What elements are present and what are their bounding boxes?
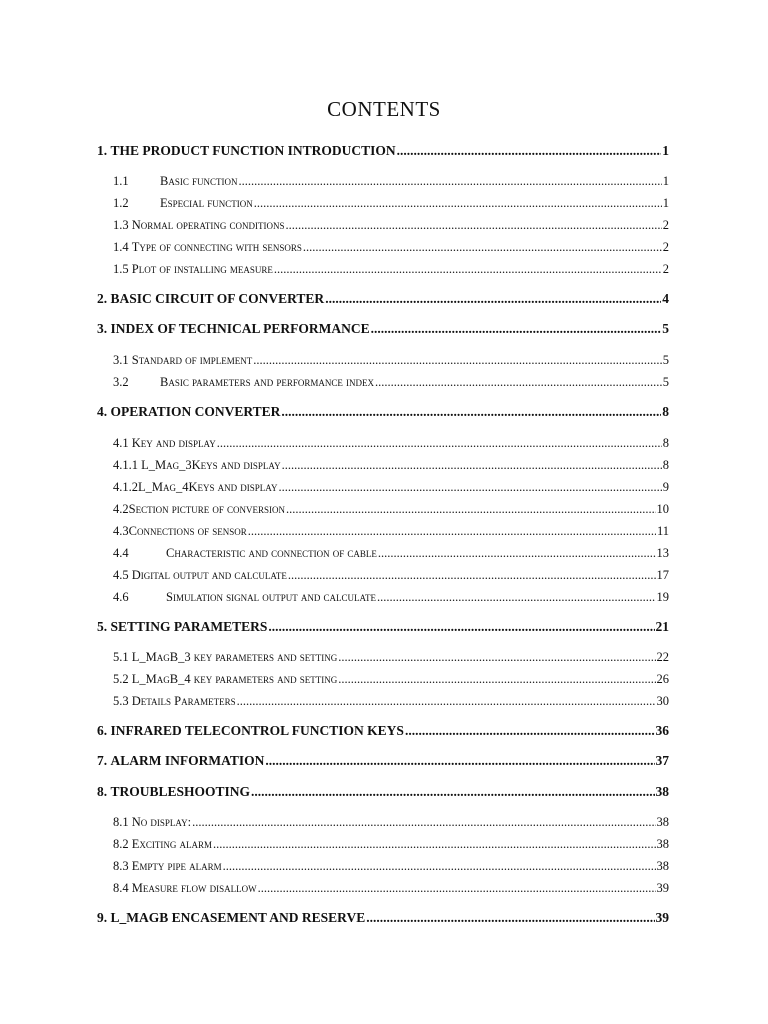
toc-entry-page: 38 [656,815,669,829]
toc-entry-page: 30 [656,694,669,708]
toc-entry-page: 38 [656,859,669,873]
toc-entry-page: 5 [662,321,669,336]
toc-entry-4-5[interactable] [113,566,669,584]
toc-entry-label: Exciting alarm [131,837,213,851]
toc-entry-page: 2 [662,262,669,276]
toc-entry-5-2[interactable] [113,670,669,688]
toc-entry-number: 4.2 [113,502,129,516]
toc-leader-dots [278,478,661,496]
toc-entry-label: No display: [131,815,192,829]
toc-entry-label: Characteristic and connection of cable [166,546,377,560]
toc-entry-number: 4. [97,404,108,419]
toc-entry-label: Basic function [160,174,238,188]
toc-entry-label: Details Parameters [131,694,236,708]
toc-entry-number: 5.1 [113,650,129,664]
toc-entry-number: 8. [97,784,108,799]
toc-entry-page: 38 [655,784,669,799]
toc-entry-page: 13 [656,546,669,560]
toc-entry-number: 2. [97,291,108,306]
toc-leader-dots [258,879,656,897]
toc-leader-dots [338,648,655,666]
toc-entry-number: 8.4 [113,881,129,895]
toc-entry-label: Measure flow disallow [131,881,257,895]
toc-entry-number: 4.6 [113,590,129,604]
toc-leader-dots [375,373,662,391]
toc-entry-5-3[interactable] [113,692,669,710]
toc-entry-number: 4.4 [113,546,129,560]
toc-entry-page: 36 [655,723,669,738]
toc-entry-page: 2 [662,218,669,232]
toc-entry-number: 1.5 [113,262,129,276]
toc-leader-dots [405,722,655,740]
toc-entry-4-1[interactable] [113,434,669,452]
toc-entry-label: L_MAGB ENCASEMENT AND RESERVE [110,910,366,925]
toc-entry-4-1-2[interactable] [113,478,669,496]
toc-entry-page: 5 [662,375,669,389]
toc-leader-dots [366,909,654,927]
toc-entry-label: Digital output and calculate [131,568,287,582]
toc-entry-4-6[interactable] [113,588,669,606]
toc-leader-dots [325,290,661,308]
toc-leader-dots [254,194,662,212]
toc-entry-page: 1 [662,143,669,158]
toc-leader-dots [213,835,655,853]
toc-entry-5[interactable] [97,618,669,636]
toc-entry-number: 3. [97,321,108,336]
toc-leader-dots [371,320,662,338]
toc-entry-7[interactable] [97,752,669,770]
toc-leader-dots [251,783,654,801]
toc-entry-label: Section picture of conversion [128,502,285,516]
toc-leader-dots [288,566,656,584]
toc-leader-dots [286,216,662,234]
toc-entry-label: INDEX OF TECHNICAL PERFORMANCE [110,321,370,336]
toc-entry-page: 26 [656,672,669,686]
toc-entry-1-5[interactable] [113,260,669,278]
toc-entry-3[interactable] [97,320,669,338]
toc-entry-label: Especial function [160,196,253,210]
toc-entry-4-3[interactable] [113,522,669,540]
toc-entry-label: Connections of sensor [128,524,247,538]
toc-entry-8[interactable] [97,783,669,801]
toc-entry-9[interactable] [97,909,669,927]
toc-leader-dots [338,670,655,688]
toc-entry-label: Plot of installing measure [131,262,273,276]
toc-entry-4-1-1[interactable] [113,456,669,474]
toc-entry-page: 22 [656,650,669,664]
toc-entry-label: L_MagB_3 key parameters and setting [131,650,338,664]
toc-leader-dots [192,813,655,831]
toc-entry-label: ALARM INFORMATION [110,753,265,768]
toc-entry-page: 2 [662,240,669,254]
toc-entry-3-1[interactable] [113,351,669,369]
toc-leader-dots [282,456,662,474]
toc-entry-8-2[interactable] [113,835,669,853]
toc-entry-page: 8 [662,436,669,450]
toc-leader-dots [265,752,654,770]
toc-entry-page: 17 [656,568,669,582]
toc-entry-4-4[interactable] [113,544,669,562]
toc-entry-label: OPERATION CONVERTER [110,404,281,419]
toc-entry-8-3[interactable] [113,857,669,875]
toc-entry-page: 5 [662,353,669,367]
toc-leader-dots [248,522,656,540]
toc-entry-label: INFRARED TELECONTROL FUNCTION KEYS [110,723,404,738]
toc-leader-dots [377,588,656,606]
toc-entry-8-4[interactable] [113,879,669,897]
toc-entry-page: 10 [656,502,669,516]
toc-entry-page: 1 [662,196,669,210]
toc-entry-page: 8 [662,404,669,419]
toc-entry-label: TROUBLESHOOTING [110,784,251,799]
toc-entry-number: 9. [97,910,108,925]
toc-entry-label: L_Mag_3Keys and display [141,458,281,472]
toc-entry-label: L_MagB_4 key parameters and setting [131,672,338,686]
toc-entry-1-4[interactable] [113,238,669,256]
toc-entry-page: 11 [656,524,669,538]
toc-entry-number: 4.1 [113,436,129,450]
toc-entry-page: 37 [655,753,669,768]
toc-entry-number: 1.3 [113,218,129,232]
toc-entry-4-2[interactable] [113,500,669,518]
toc-entry-number: 1. [97,143,108,158]
toc-entry-number: 4.1.1 [113,458,138,472]
toc-entry-number: 1.1 [113,174,129,188]
toc-entry-label: Empty pipe alarm [131,859,222,873]
toc-entry-6[interactable] [97,722,669,740]
toc-entry-page: 21 [655,619,669,634]
toc-entry-number: 3.1 [113,353,129,367]
toc-entry-number: 1.4 [113,240,129,254]
toc-entry-8-1[interactable] [113,813,669,831]
toc-entry-label: Type of connecting with sensors [131,240,302,254]
toc-entry-number: 8.3 [113,859,129,873]
toc-entry-5-1[interactable] [113,648,669,666]
toc-entry-number: 4.3 [113,524,129,538]
toc-entry-number: 3.2 [113,375,129,389]
toc-entry-1[interactable] [97,142,669,160]
toc-entry-label: Key and display [131,436,216,450]
toc-entry-number: 8.2 [113,837,129,851]
toc-entry-label: L_Mag_4Keys and display [138,480,278,494]
toc-leader-dots [238,172,661,190]
toc-entry-page: 4 [662,291,669,306]
toc-entry-number: 4.5 [113,568,129,582]
toc-leader-dots [223,857,656,875]
toc-leader-dots [397,142,662,160]
toc-leader-dots [268,618,654,636]
toc-entry-2[interactable] [97,290,669,308]
toc-entry-page: 9 [662,480,669,494]
toc-entry-label: Normal operating conditions [131,218,285,232]
toc-entry-number: 7. [97,753,108,768]
toc-entry-1-2[interactable] [113,194,669,212]
toc-entry-3-2[interactable] [113,373,669,391]
toc-leader-dots [303,238,662,256]
toc-entry-number: 4.1.2 [113,480,138,494]
toc-entry-page: 39 [655,910,669,925]
toc-entry-page: 39 [656,881,669,895]
toc-entry-number: 1.2 [113,196,129,210]
toc-entry-1-1[interactable] [113,172,669,190]
toc-leader-dots [253,351,662,369]
toc-entry-number: 5.2 [113,672,129,686]
toc-entry-page: 8 [662,458,669,472]
toc-entry-page: 19 [656,590,669,604]
toc-entry-number: 6. [97,723,108,738]
toc-leader-dots [286,500,656,518]
toc-leader-dots [237,692,656,710]
page-title: CONTENTS [327,97,441,121]
toc-leader-dots [274,260,662,278]
toc-entry-label: SETTING PARAMETERS [110,619,268,634]
toc-entry-page: 1 [662,174,669,188]
toc-entry-label: BASIC CIRCUIT OF CONVERTER [110,291,325,306]
toc-entry-number: 5. [97,619,108,634]
toc-entry-page: 38 [656,837,669,851]
toc-entry-number: 5.3 [113,694,129,708]
toc-entry-label: THE PRODUCT FUNCTION INTRODUCTION [110,143,396,158]
toc-entry-label: Simulation signal output and calculate [166,590,376,604]
toc-entry-4[interactable] [97,403,669,421]
toc-entry-label: Basic parameters and performance index [160,375,375,389]
toc-entry-1-3[interactable] [113,216,669,234]
toc-leader-dots [378,544,656,562]
toc-leader-dots [217,434,662,452]
toc-entry-number: 8.1 [113,815,129,829]
toc-entry-label: Standard of implement [131,353,253,367]
toc-leader-dots [281,403,661,421]
